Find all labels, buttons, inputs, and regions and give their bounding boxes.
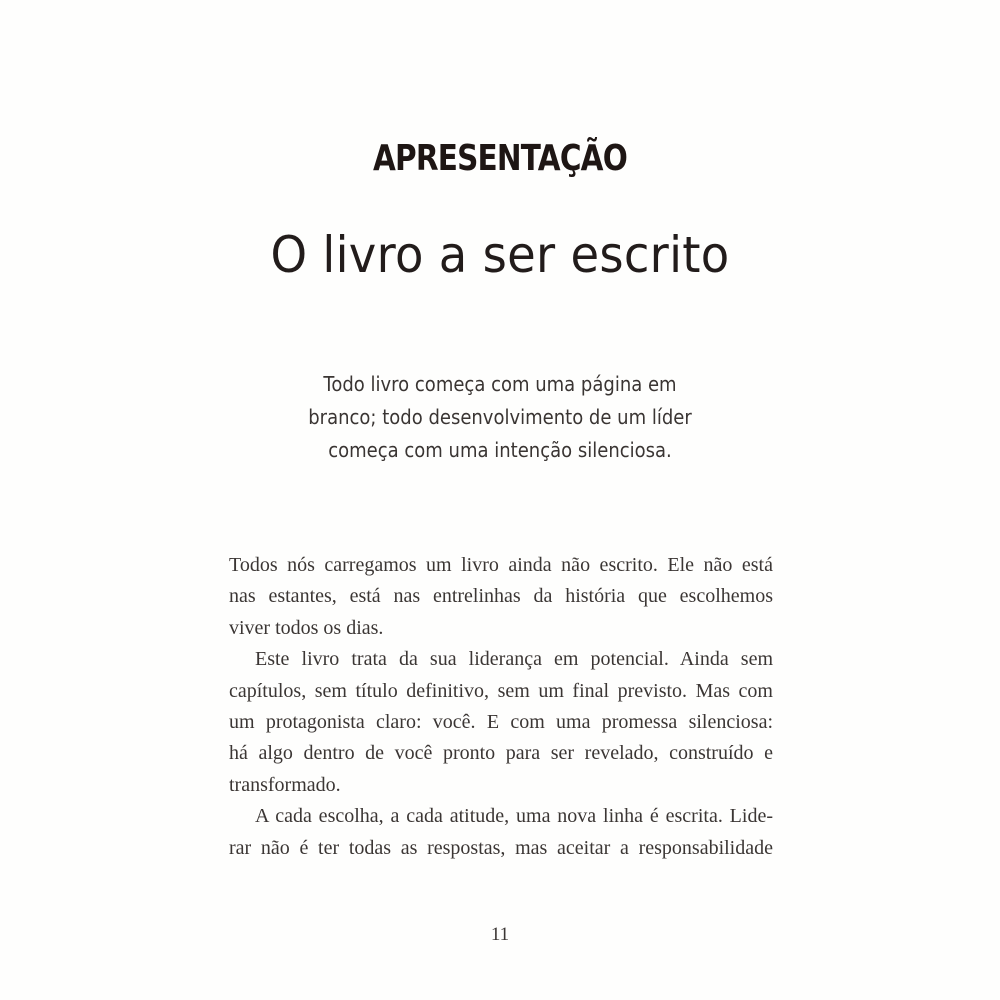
chapter-title: O livro a ser escrito (270, 226, 730, 284)
body-text (229, 550, 773, 864)
body-line: nas estantes, está nas entrelinhas da história que escolhemos (229, 585, 773, 608)
body-line: rar não é ter todas as respostas, mas aceitar a responsabilidade (229, 836, 773, 859)
body-line: Todos nós carregamos um livro ainda não escrito. Ele não está (229, 554, 773, 576)
epigraph-line: Todo livro começa com uma página em (323, 372, 677, 396)
body-line: viver todos os dias. (229, 616, 384, 639)
epigraph (0, 368, 1000, 467)
body-line: há algo dentro de você pronto para ser revelado, construído e (229, 742, 773, 765)
body-line: Este livro trata da sua liderança em potencial. Ainda sem (255, 648, 773, 671)
body-line: A cada escolha, a cada atitude, uma nova linha é escrita. Lide- (255, 805, 773, 828)
body-line: transformado. (229, 773, 341, 796)
page-number: 11 (490, 924, 510, 945)
epigraph-line: branco; todo desenvolvimento de um líder (308, 405, 692, 429)
body-line: um protagonista claro: você. E com uma promessa silenciosa: (229, 711, 773, 734)
chapter-label: APRESENTAÇÃO (373, 138, 627, 179)
body-line: capítulos, sem título definitivo, sem um final previsto. Mas com (229, 679, 773, 702)
epigraph-line: começa com uma intenção silenciosa. (328, 438, 672, 462)
